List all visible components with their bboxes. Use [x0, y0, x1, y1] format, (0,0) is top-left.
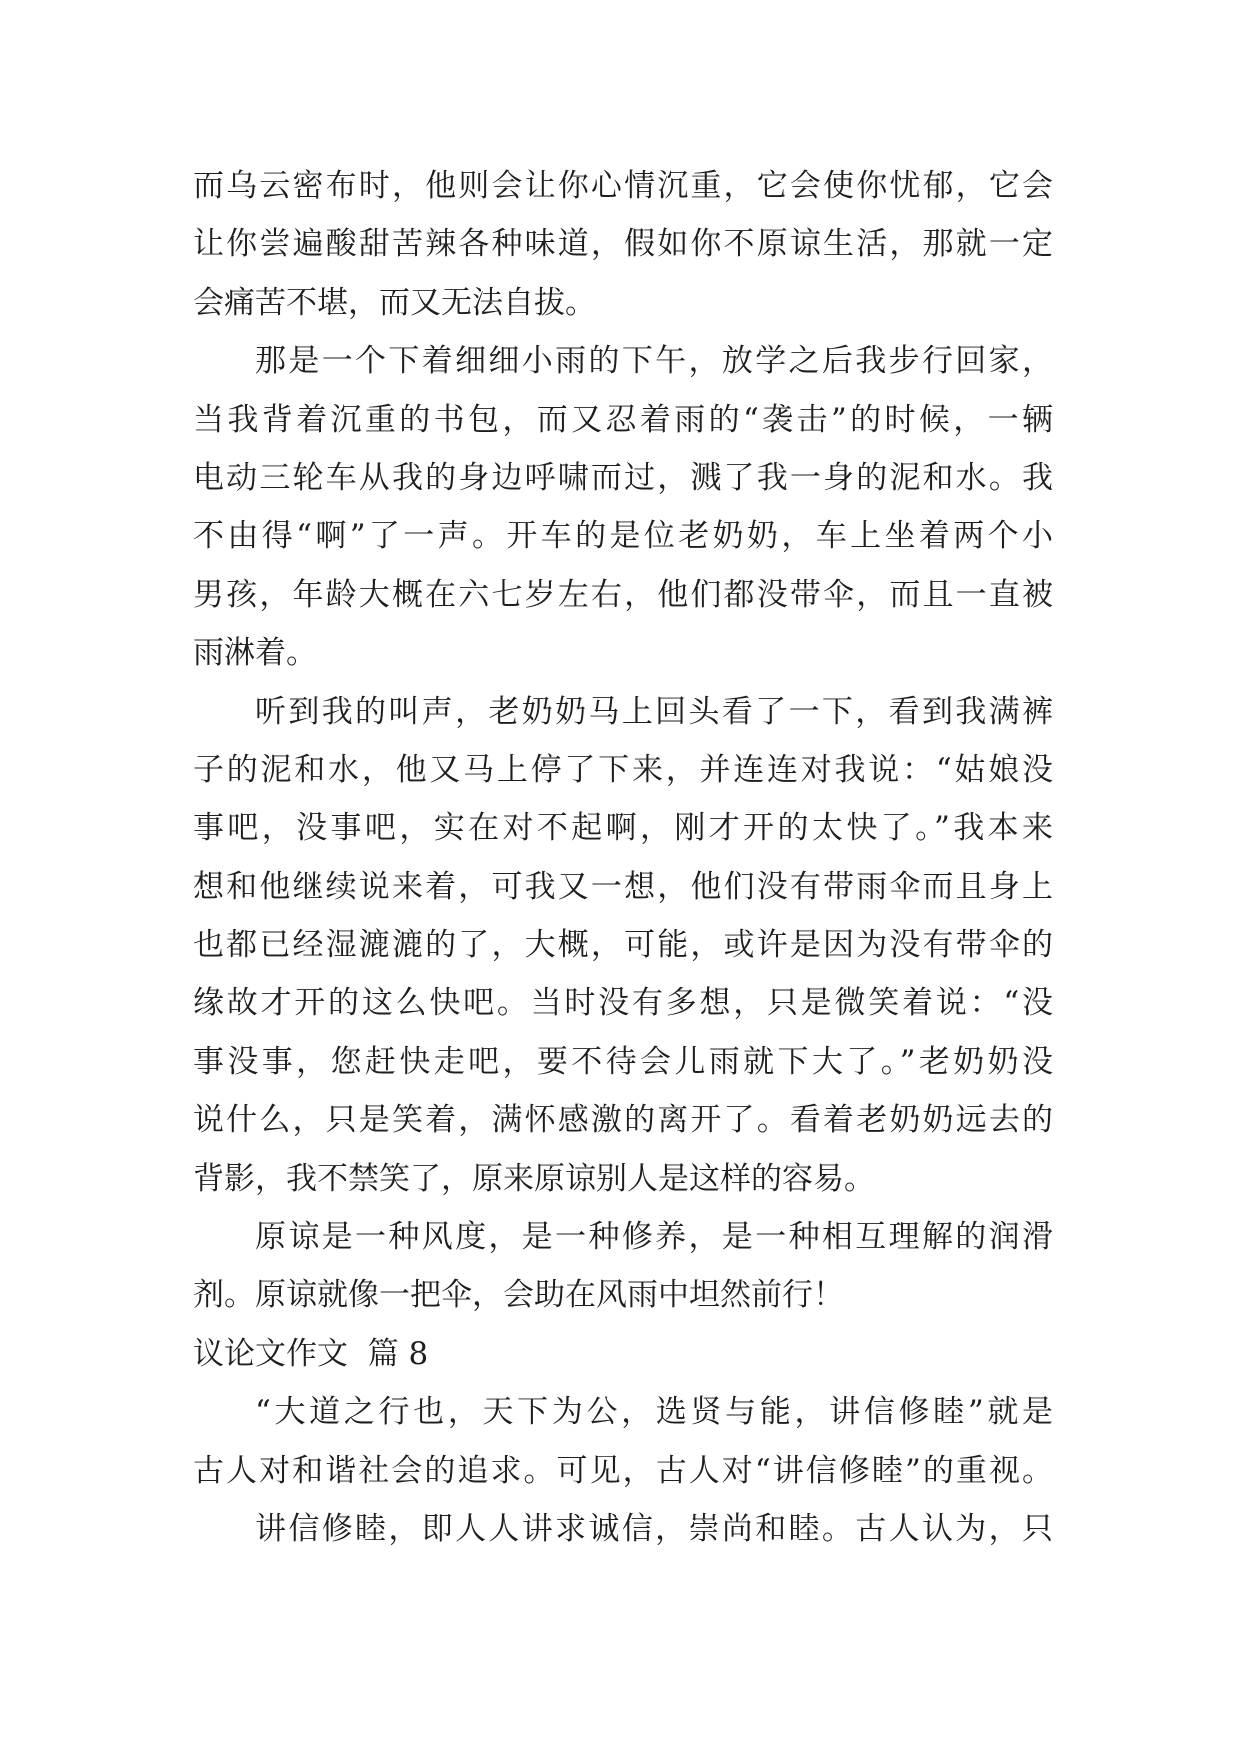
- section-heading: 议论文作文 篇 8: [193, 1335, 429, 1372]
- text-line: 那是一个下着细细小雨的下午，放学之后我步行回家，: [255, 343, 1053, 380]
- text-line: 电动三轮车从我的身边呼啸而过，溅了我一身的泥和水。我: [193, 459, 1053, 496]
- text-line: 当我背着沉重的书包，而又忍着雨的“袭击”的时候，一辆: [193, 401, 1053, 438]
- text-line: 说什么，只是笑着，满怀感激的离开了。看着老奶奶远去的: [193, 1102, 1053, 1139]
- paragraph: [193, 1383, 1053, 1500]
- text-line: 原谅是一种风度，是一种修养，是一种相互理解的润滑: [255, 1219, 1053, 1256]
- text-line: 而乌云密布时，他则会让你心情沉重，它会使你忧郁，它会: [193, 168, 1053, 204]
- text-line: 缘故才开的这么快吧。当时没有多想，只是微笑着说：“没: [193, 985, 1053, 1022]
- text-line: 让你尝遍酸甜苦辣各种味道，假如你不原谅生活，那就一定: [193, 226, 1053, 263]
- text-line: “大道之行也，天下为公，选贤与能，讲信修睦”就是: [255, 1394, 1053, 1431]
- text-line: 不由得“啊”了一声。开车的是位老奶奶，车上坐着两个小: [193, 518, 1053, 555]
- text-line: 事没事，您赶快走吧，要不待会儿雨就下大了。”老奶奶没: [193, 1043, 1053, 1080]
- text-line: 古人对和谐社会的追求。可见，古人对“讲信修睦”的重视。: [193, 1452, 1053, 1489]
- text-line: 男孩，年龄大概在六七岁左右，他们都没带伞，而且一直被: [193, 576, 1053, 613]
- text-line: 听到我的叫声，老奶奶马上回头看了一下，看到我满裤: [255, 693, 1053, 730]
- paragraph: [193, 1208, 1053, 1325]
- text-line: 也都已经湿漉漉的了，大概，可能，或许是因为没有带伞的: [193, 927, 1053, 964]
- text-line: 想和他继续说来着，可我又一想，他们没有带雨伞而且身上: [193, 868, 1053, 905]
- paragraph: [193, 157, 1053, 332]
- text-line: 剂。原谅就像一把伞，会助在风雨中坦然前行！: [193, 1277, 844, 1314]
- text-line: 雨淋着。: [193, 635, 317, 672]
- text-line: 子的泥和水，他又马上停了下来，并连连对我说：“姑娘没: [193, 751, 1053, 788]
- document-body: [193, 157, 1053, 1558]
- paragraph: [193, 332, 1053, 682]
- paragraph: [193, 1500, 1053, 1558]
- text-line: 会痛苦不堪，而又无法自拔。: [193, 284, 596, 321]
- text-line: 事吧，没事吧，实在对不起啊，刚才开的太快了。”我本来: [193, 810, 1053, 847]
- text-line: 背影，我不禁笑了，原来原谅别人是这样的容易。: [193, 1160, 875, 1197]
- paragraph: [193, 683, 1053, 1209]
- text-line: 讲信修睦，即人人讲求诚信，崇尚和睦。古人认为，只: [255, 1510, 1053, 1547]
